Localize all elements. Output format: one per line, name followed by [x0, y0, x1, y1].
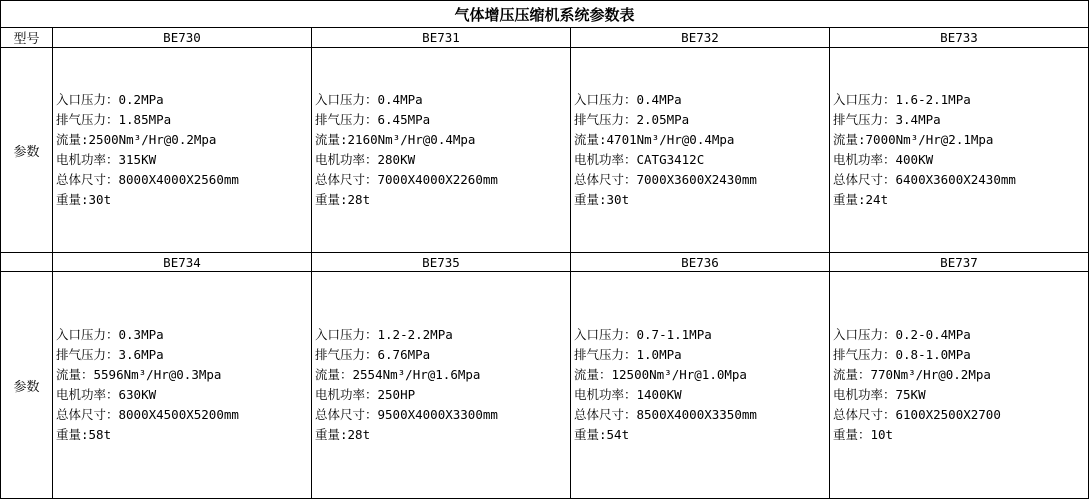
- param-line: 流量:2500Nm³/Hr@0.2Mpa: [56, 132, 217, 147]
- param-line: 排气压力：6.45MPa: [315, 112, 431, 127]
- model-name: BE737: [830, 253, 1089, 272]
- param-line: 电机功率：315KW: [56, 152, 157, 167]
- param-line: 重量:28t: [315, 192, 371, 207]
- model-label: [1, 253, 53, 272]
- param-line: 排气压力：1.85MPa: [56, 112, 172, 127]
- param-line: 流量：2554Nm³/Hr@1.6Mpa: [315, 367, 481, 382]
- params-row: [1, 48, 1089, 253]
- param-line: 总体尺寸：8500X4000X3350mm: [574, 407, 757, 422]
- param-line: 重量:54t: [574, 427, 630, 442]
- params-cell: [830, 272, 1089, 499]
- model-header-row: [1, 253, 1089, 272]
- param-line: 流量:4701Nm³/Hr@0.4Mpa: [574, 132, 735, 147]
- params-row: [1, 272, 1089, 499]
- params-cell: [53, 272, 312, 499]
- param-line: 总体尺寸：8000X4000X2560mm: [56, 172, 239, 187]
- params-cell: [571, 272, 830, 499]
- param-line: 重量:28t: [315, 427, 371, 442]
- param-line: 排气压力：3.4MPa: [833, 112, 941, 127]
- param-line: 总体尺寸：7000X4000X2260mm: [315, 172, 498, 187]
- model-name: BE730: [53, 28, 312, 48]
- model-name: BE735: [312, 253, 571, 272]
- param-line: 排气压力：1.0MPa: [574, 347, 682, 362]
- param-line: 重量:30t: [56, 192, 112, 207]
- param-line: 电机功率：1400KW: [574, 387, 682, 402]
- model-header-row: [1, 28, 1089, 48]
- param-line: 电机功率：630KW: [56, 387, 157, 402]
- param-line: 排气压力：2.05MPa: [574, 112, 690, 127]
- param-label: 参数: [1, 272, 53, 499]
- param-line: 流量：5596Nm³/Hr@0.3Mpa: [56, 367, 222, 382]
- param-line: 入口压力：0.2-0.4MPa: [833, 327, 971, 342]
- param-line: 流量：12500Nm³/Hr@1.0Mpa: [574, 367, 747, 382]
- param-line: 重量:24t: [833, 192, 889, 207]
- param-line: 总体尺寸：7000X3600X2430mm: [574, 172, 757, 187]
- param-line: 入口压力：0.2MPa: [56, 92, 164, 107]
- param-line: 电机功率：250HP: [315, 387, 416, 402]
- param-line: 重量:30t: [574, 192, 630, 207]
- param-line: 总体尺寸：6400X3600X2430mm: [833, 172, 1016, 187]
- params-cell: [571, 48, 830, 253]
- param-line: 排气压力：6.76MPa: [315, 347, 431, 362]
- param-line: 入口压力：1.6-2.1MPa: [833, 92, 971, 107]
- params-cell: [53, 48, 312, 253]
- param-line: 电机功率：75KW: [833, 387, 926, 402]
- params-cell: [312, 48, 571, 253]
- model-name: BE736: [571, 253, 830, 272]
- param-line: 重量：10t: [833, 427, 894, 442]
- table-title: 气体增压压缩机系统参数表: [1, 1, 1089, 28]
- param-label: 参数: [1, 48, 53, 253]
- param-line: 入口压力：0.4MPa: [574, 92, 682, 107]
- param-line: 排气压力：3.6MPa: [56, 347, 164, 362]
- model-name: BE733: [830, 28, 1089, 48]
- param-line: 电机功率：280KW: [315, 152, 416, 167]
- param-line: 入口压力：0.4MPa: [315, 92, 423, 107]
- param-line: 入口压力：1.2-2.2MPa: [315, 327, 453, 342]
- param-line: 流量:7000Nm³/Hr@2.1Mpa: [833, 132, 994, 147]
- model-name: BE731: [312, 28, 571, 48]
- param-line: 总体尺寸：8000X4500X5200mm: [56, 407, 239, 422]
- param-line: 电机功率：400KW: [833, 152, 934, 167]
- params-cell: [830, 48, 1089, 253]
- param-line: 总体尺寸：6100X2500X2700: [833, 407, 1001, 422]
- model-label: 型号: [1, 28, 53, 48]
- param-line: 流量:2160Nm³/Hr@0.4Mpa: [315, 132, 476, 147]
- model-name: BE732: [571, 28, 830, 48]
- params-cell: [312, 272, 571, 499]
- param-line: 排气压力：0.8-1.0MPa: [833, 347, 971, 362]
- param-line: 入口压力：0.7-1.1MPa: [574, 327, 712, 342]
- param-line: 重量:58t: [56, 427, 112, 442]
- param-line: 入口压力：0.3MPa: [56, 327, 164, 342]
- param-line: 流量：770Nm³/Hr@0.2Mpa: [833, 367, 991, 382]
- param-line: 总体尺寸：9500X4000X3300mm: [315, 407, 498, 422]
- model-name: BE734: [53, 253, 312, 272]
- param-line: 电机功率：CATG3412C: [574, 152, 705, 167]
